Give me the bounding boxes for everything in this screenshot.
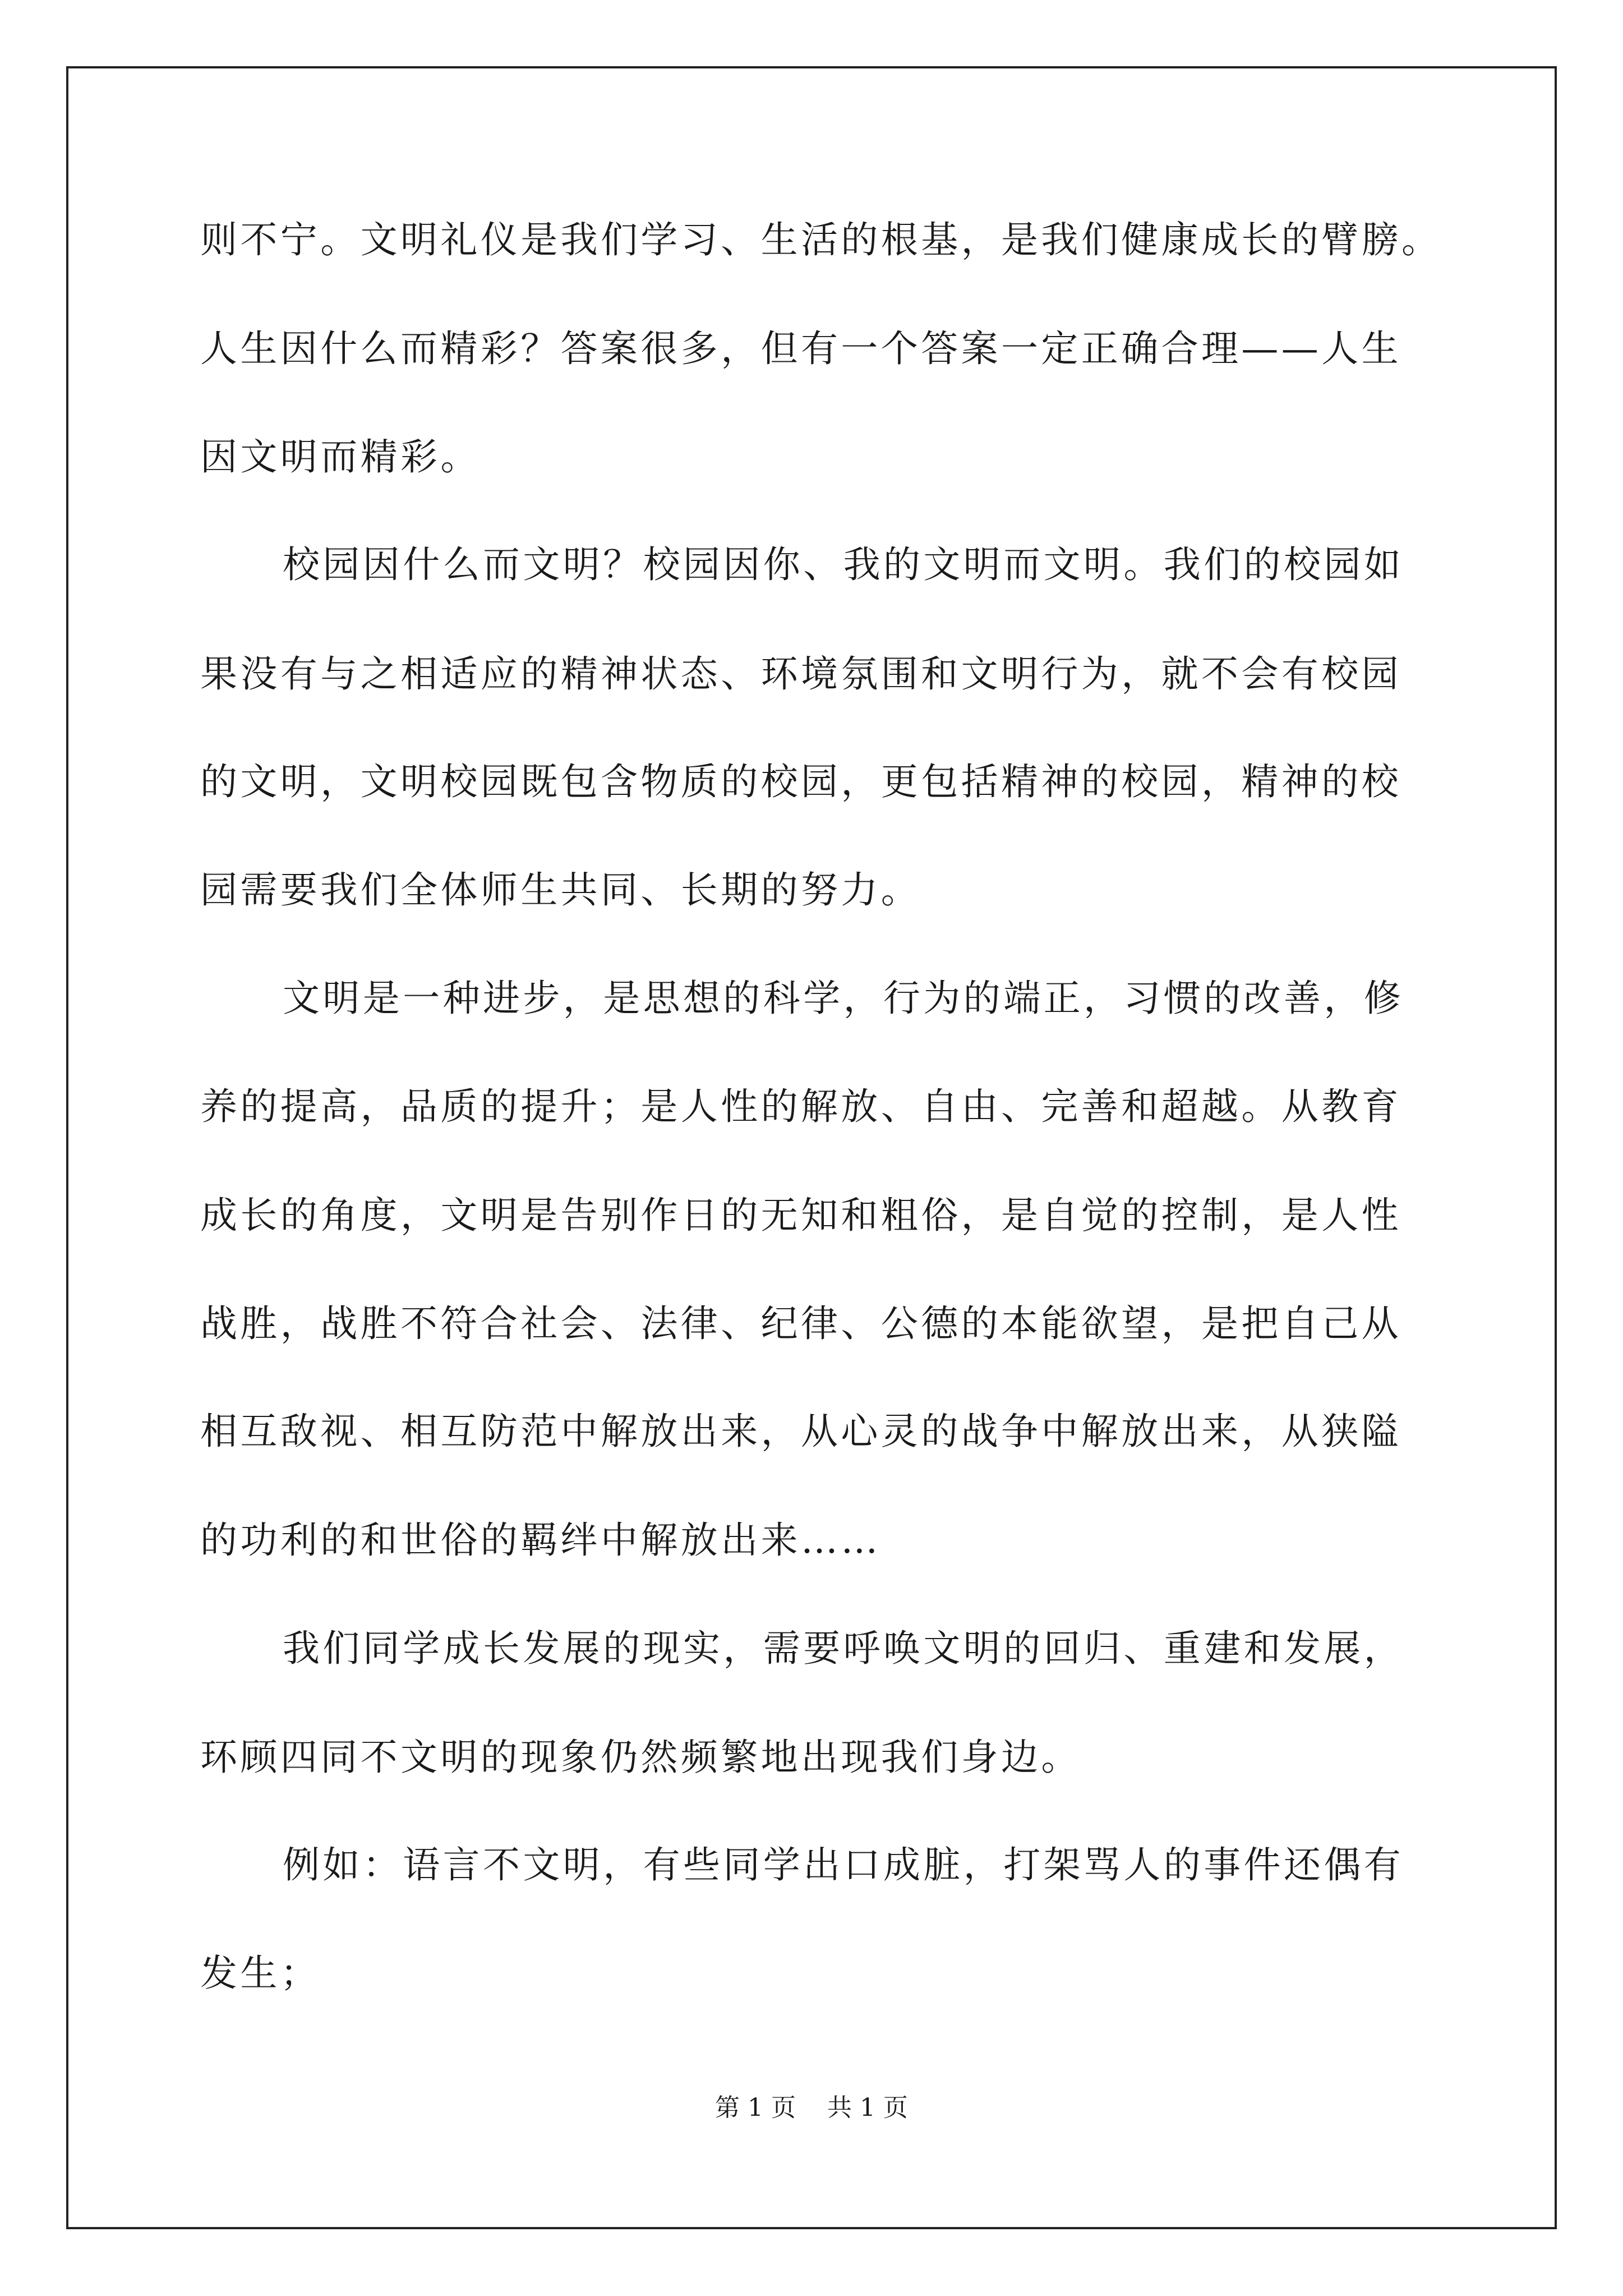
text-line: 环顾四同不文明的现象仍然频繁地出现我们身边。 bbox=[200, 1736, 1081, 1779]
text-line: 园需要我们全体师生共同、长期的努力。 bbox=[200, 868, 921, 912]
text-line: 则不宁。文明礼仪是我们学习、生活的根基，是我们健康成长的臂膀。 bbox=[200, 218, 1442, 261]
paragraph-first-line: 文明是一种进步，是思想的科学，行为的端正，习惯的改善，修 bbox=[283, 977, 1404, 1020]
text-line: 养的提高，品质的提升；是人性的解放、自由、完善和超越。从教育 bbox=[200, 1085, 1401, 1128]
text-line: 人生因什么而精彩？答案很多，但有一个答案一定正确合理——人生 bbox=[200, 327, 1401, 370]
text-line: 果没有与之相适应的精神状态、环境氛围和文明行为，就不会有校园 bbox=[200, 652, 1401, 696]
text-line: 发生； bbox=[200, 1952, 321, 1995]
text-line: 因文明而精彩。 bbox=[200, 435, 481, 478]
paragraph-first-line: 我们同学成长发展的现实，需要呼唤文明的回归、重建和发展， bbox=[283, 1627, 1404, 1670]
paragraph-first-line: 例如：语言不文明，有些同学出口成脏，打架骂人的事件还偶有 bbox=[283, 1843, 1404, 1887]
text-line: 相互敌视、相互防范中解放出来，从心灵的战争中解放出来，从狭隘 bbox=[200, 1410, 1401, 1453]
text-line: 战胜，战胜不符合社会、法律、纪律、公德的本能欲望，是把自己从 bbox=[200, 1302, 1401, 1345]
text-line: 成长的角度，文明是告别作日的无知和粗俗，是自觉的控制，是人性 bbox=[200, 1194, 1401, 1237]
text-line: 的功利的和世俗的羁绊中解放出来…… bbox=[200, 1519, 881, 1562]
page-frame bbox=[66, 66, 1557, 2229]
page-number-footer: 第 1 页 共 1 页 bbox=[715, 2093, 908, 2122]
paragraph-first-line: 校园因什么而文明？校园因你、我的文明而文明。我们的校园如 bbox=[283, 543, 1404, 586]
text-line: 的文明，文明校园既包含物质的校园，更包括精神的校园，精神的校 bbox=[200, 760, 1401, 803]
